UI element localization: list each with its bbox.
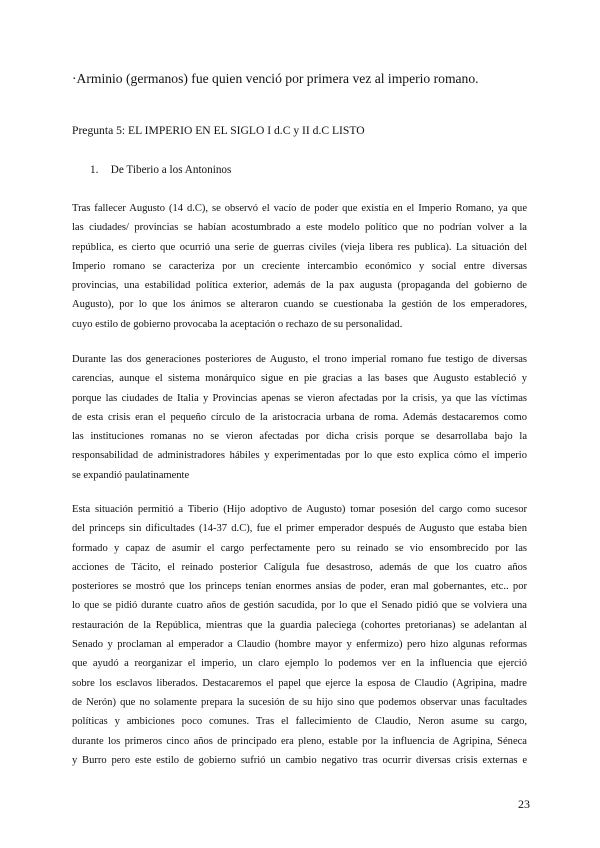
paragraph-line: Durante las dos generaciones posteriores de Augusto, el trono imperial romano fue testigo de diversas xyxy=(72,354,527,365)
paragraph-line: las instituciones romanas no se vieron afectadas por dicha crisis porque se desarrollaba bajo la xyxy=(72,431,527,443)
paragraph-3 xyxy=(72,500,527,770)
paragraph-line: carencias, aunque el sistema monárquico sigue en pie gracias a las bases que Augusto estableció y xyxy=(72,373,527,385)
section-title: De Tiberio a los Antoninos xyxy=(110,164,232,176)
page-number: 23 xyxy=(518,797,530,811)
paragraph-line: Senado y proclaman al emperador a Claudio (hombre mayor y enfermizo) pero hizo algunas reformas xyxy=(72,639,527,651)
paragraph-line: del princeps sin dificultades (14-37 d.C), fue el primer emperador después de Augusto que estaba bien xyxy=(72,523,527,535)
paragraph-line: responsabilidad de administradores hábiles y experimentadas por lo que esto explica cómo el imperio xyxy=(72,450,527,462)
paragraph-line: que ayudó a reorganizar el imperio, un claro ejemplo lo podemos ver en la influencia que ejerció xyxy=(72,658,527,670)
paragraph-line: restauración de la República, mientras que la guardia paleciega (cohortes pretorianas) se adelantan al xyxy=(72,619,527,631)
paragraph-line: se expandió paulatinamente xyxy=(72,469,190,481)
section-heading xyxy=(90,162,510,178)
paragraph-line: sobre los esclavos liberados. Destacaremos el papel que ejerce la esposa de Claudio (Agripina, madre xyxy=(72,677,527,689)
section-number: 1. xyxy=(90,164,99,176)
paragraph-line: de Nerón) que no solamente prepara la sucesión de su hijo sino que podemos observar unas facultades xyxy=(72,696,527,708)
paragraph-line: Esta situación permitió a Tiberio (Hijo adoptivo de Augusto) tomar posesión del cargo como sucesor xyxy=(72,504,527,515)
paragraph-line: república, es cierto que ocurrió una serie de guerras civiles (vieja libera res publica). La situación del xyxy=(72,241,527,253)
paragraph-line: porque las ciudades de Italia y Provincias apenas se vieron afectadas por la crisis, ya que las víctimas xyxy=(72,392,527,404)
paragraph-line: lo que se pidió durante cuatro años de gestión sacudida, por lo que el Senado pidió que se volviera una xyxy=(72,600,527,612)
intro-line: ·Arminio (germanos) fue quien venció por primera vez al imperio romano. xyxy=(72,71,479,86)
paragraph-line: de esta crisis eran el pequeño círculo de la aristocracia urbana de roma. Además destacaremos como xyxy=(72,411,527,423)
question-title: Pregunta 5: EL IMPERIO EN EL SIGLO I d.C y II d.C LISTO xyxy=(72,124,365,137)
paragraph-2 xyxy=(72,350,527,485)
paragraph-line: cuyo estilo de gobierno provocaba la aceptación o rechazo de su personalidad. xyxy=(72,318,403,330)
paragraph-line: las ciudades/ provincias se habían acostumbrado a este modelo político que no podrían volver a la xyxy=(72,222,527,234)
paragraph-line: políticas y ambiciones poco comunes. Tras el fallecimiento de Claudio, Neron asume su cargo, xyxy=(72,716,527,728)
paragraph-line: durante los primeros cinco años de principado era pleno, estable por la influencia de Agripina, Séneca xyxy=(72,735,527,747)
paragraph-line: formado y capaz de asumir el cargo perfectamente pero su reinado se vio ensombrecido por las xyxy=(72,542,527,554)
paragraph-line: posteriores se mostró que los princeps tenían enormes ansias de poder, eran mal gobernantes, etc.. por xyxy=(72,581,527,593)
paragraph-line: Imperio romano se caracteriza por un creciente intercambio económico y social entre diversas xyxy=(72,260,527,272)
paragraph-line: Augusto), por lo que los ánimos se alteraron cuando se cuestionaba la gestión de los emperadores, xyxy=(72,299,527,311)
paragraph-1 xyxy=(72,199,527,334)
paragraph-line: provincias, una estabilidad política exterior, además de la pax augusta (propaganda del gobierno de xyxy=(72,280,527,292)
paragraph-line: y Burro pero este estilo de gobierno sufrió un cambio negativo tras ocurrir diversas crisis externas e xyxy=(72,754,527,766)
paragraph-line: Tras fallecer Augusto (14 d.C), se observó el vacío de poder que existía en el Imperio Romano, ya que xyxy=(72,203,527,214)
paragraph-line: acciones de Tácito, el reinado posterior Calígula fue desastroso, además de que los cuatro años xyxy=(72,561,527,573)
